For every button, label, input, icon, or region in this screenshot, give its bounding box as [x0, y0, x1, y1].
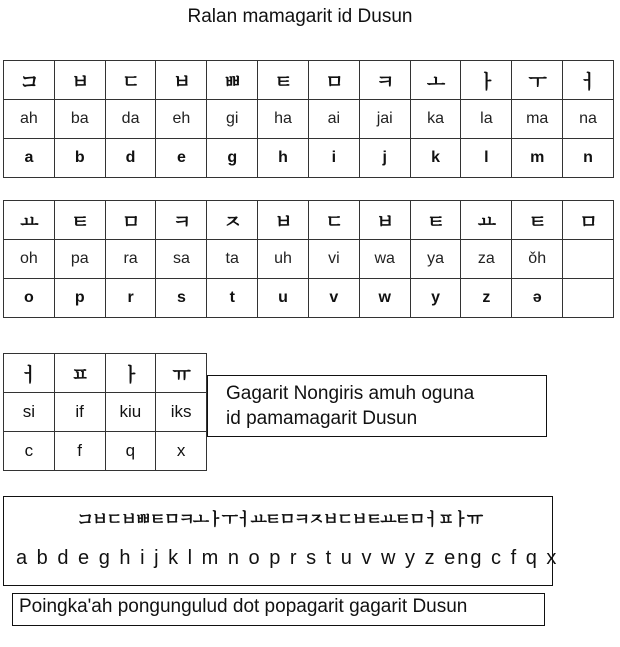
- letter-cell: t: [207, 279, 258, 318]
- letter-cell: e: [156, 139, 207, 178]
- letter-row: [4, 432, 207, 471]
- sound-cell: ra: [105, 240, 156, 279]
- glyph-cell: ㅛ: [4, 201, 55, 240]
- letter-cell: i: [308, 139, 359, 178]
- glyph-cell: ㅁ: [563, 201, 614, 240]
- letter-cell: v: [308, 279, 359, 318]
- alphabet-table-1: [3, 60, 614, 178]
- glyph-row: [4, 354, 207, 393]
- glyph-cell: ㅁ: [105, 201, 156, 240]
- glyph-cell: ㅏ: [461, 61, 512, 100]
- glyph-cell: ㅗ: [410, 61, 461, 100]
- glyph-cell: ㅁ: [308, 61, 359, 100]
- sound-cell: ah: [4, 100, 55, 139]
- sound-cell: oh: [4, 240, 55, 279]
- sound-row: [4, 100, 614, 139]
- letter-cell: a: [4, 139, 55, 178]
- glyph-cell: ㅓ: [563, 61, 614, 100]
- letter-row: [4, 279, 614, 318]
- letter-cell: y: [410, 279, 461, 318]
- letter-cell: s: [156, 279, 207, 318]
- letter-cell: ə: [512, 279, 563, 318]
- sound-cell: da: [105, 100, 156, 139]
- sound-cell: ka: [410, 100, 461, 139]
- english-letters-note: [207, 375, 547, 437]
- glyph-cell: ㅌ: [54, 201, 105, 240]
- sound-cell: ya: [410, 240, 461, 279]
- sound-cell: si: [4, 393, 55, 432]
- sound-cell: la: [461, 100, 512, 139]
- sound-cell: eh: [156, 100, 207, 139]
- letter-cell: j: [359, 139, 410, 178]
- sound-cell: iks: [156, 393, 207, 432]
- letter-cell: o: [4, 279, 55, 318]
- glyph-row: [4, 61, 614, 100]
- glyph-cell: ㅋ: [156, 201, 207, 240]
- glyph-cell: ㅂ: [54, 61, 105, 100]
- sound-cell: wa: [359, 240, 410, 279]
- glyph-cell: ㅂ: [359, 201, 410, 240]
- glyph-cell: ㅂ: [156, 61, 207, 100]
- glyph-cell: ㅜ: [512, 61, 563, 100]
- english-letters-table: [3, 353, 207, 471]
- sound-cell: pa: [54, 240, 105, 279]
- summary-glyph-row: コㅂㄷㅂㅃㅌㅁㅋㅗㅏㅜㅓㅛㅌㅁㅋㅈㅂㄷㅂㅌㅛㅌㅁㅓㅍㅏㅠ: [76, 510, 482, 530]
- sound-cell: ma: [512, 100, 563, 139]
- sound-row: [4, 393, 207, 432]
- glyph-cell: ㅛ: [461, 201, 512, 240]
- letter-cell: r: [105, 279, 156, 318]
- sound-cell: sa: [156, 240, 207, 279]
- page-title: Ralan mamagarit id Dusun: [187, 6, 413, 27]
- summary-latin-row: a b d e g h i j k l m n o p r s t u v w y z eng c f q x: [16, 547, 559, 569]
- letter-cell: p: [54, 279, 105, 318]
- glyph-row: [4, 201, 614, 240]
- note-line-1: Gagarit Nongiris amuh oguna: [226, 383, 475, 404]
- letter-row: [4, 139, 614, 178]
- letter-cell: u: [258, 279, 309, 318]
- letter-cell: w: [359, 279, 410, 318]
- sound-cell: za: [461, 240, 512, 279]
- glyph-cell: コ: [4, 61, 55, 100]
- letter-cell: x: [156, 432, 207, 471]
- sound-cell: if: [54, 393, 105, 432]
- letter-cell: f: [54, 432, 105, 471]
- glyph-cell: ㅍ: [54, 354, 105, 393]
- letter-cell: d: [105, 139, 156, 178]
- letter-cell: c: [4, 432, 55, 471]
- footer-caption: Poingka'ah pongungulud dot popagarit gagarit Dusun: [12, 593, 545, 626]
- letter-cell: q: [105, 432, 156, 471]
- sound-cell: ta: [207, 240, 258, 279]
- letter-cell: n: [563, 139, 614, 178]
- sound-cell: uh: [258, 240, 309, 279]
- glyph-cell: ㅏ: [105, 354, 156, 393]
- letter-cell: m: [512, 139, 563, 178]
- sound-cell: ha: [258, 100, 309, 139]
- sound-cell: ba: [54, 100, 105, 139]
- sound-cell: ǒh: [512, 240, 563, 279]
- glyph-cell: ㅈ: [207, 201, 258, 240]
- glyph-cell: ㅌ: [258, 61, 309, 100]
- alphabet-table-2: [3, 200, 614, 318]
- glyph-cell: ㄷ: [105, 61, 156, 100]
- glyph-cell: ㅌ: [410, 201, 461, 240]
- letter-cell: l: [461, 139, 512, 178]
- letter-cell: h: [258, 139, 309, 178]
- glyph-cell: ㅓ: [4, 354, 55, 393]
- letter-cell: [563, 279, 614, 318]
- sound-cell: jai: [359, 100, 410, 139]
- letter-cell: z: [461, 279, 512, 318]
- letter-cell: g: [207, 139, 258, 178]
- sound-cell: na: [563, 100, 614, 139]
- glyph-cell: ㅋ: [359, 61, 410, 100]
- letter-cell: k: [410, 139, 461, 178]
- glyph-cell: ㅂ: [258, 201, 309, 240]
- sound-cell: kiu: [105, 393, 156, 432]
- sound-cell: ai: [308, 100, 359, 139]
- sound-cell: vi: [308, 240, 359, 279]
- glyph-cell: ㅌ: [512, 201, 563, 240]
- sound-cell: gi: [207, 100, 258, 139]
- glyph-cell: ㅃ: [207, 61, 258, 100]
- glyph-cell: ㄷ: [308, 201, 359, 240]
- letter-cell: b: [54, 139, 105, 178]
- alphabet-summary-box: [3, 496, 559, 586]
- sound-row: [4, 240, 614, 279]
- note-line-2: id pamamagarit Dusun: [226, 408, 418, 429]
- sound-cell: [563, 240, 614, 279]
- glyph-cell: ㅠ: [156, 354, 207, 393]
